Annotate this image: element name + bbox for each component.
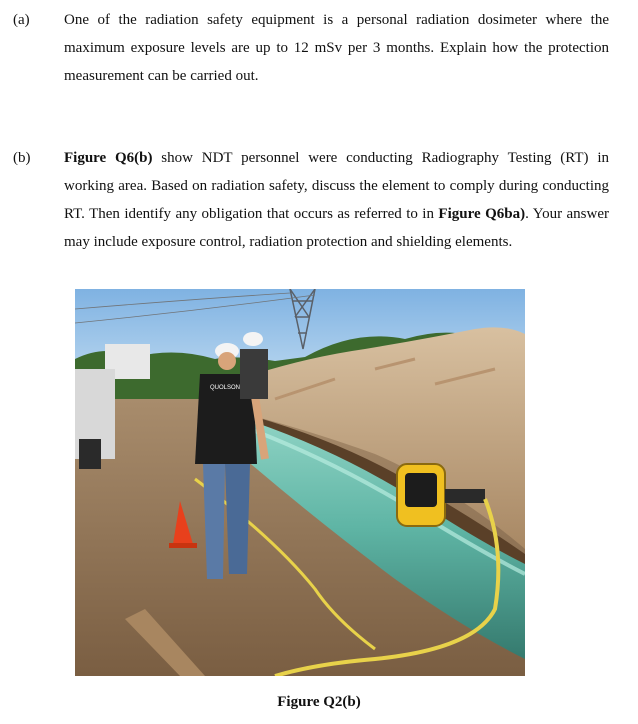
figure-caption: Figure Q2(b) bbox=[277, 694, 361, 710]
question-a-text: One of the radiation safety equipment is a personal radiation dosimeter where the maximum exposure levels are up to 12 mSv per 3 months. Explain how the protection measurement can be carried out. bbox=[64, 12, 609, 84]
question-b-text bbox=[64, 144, 609, 256]
question-a-label: (a) bbox=[13, 12, 30, 28]
question-b-label: (b) bbox=[13, 150, 31, 166]
figure-reference-2: Figure Q6ba) bbox=[438, 206, 526, 222]
shirt-logo: QUOLSON bbox=[209, 385, 241, 391]
question-b-text-end: . Your answer may include exposure control, radiation protection and shielding elements. bbox=[64, 206, 609, 250]
radiography-site-photo bbox=[75, 289, 525, 676]
figure-reference: Figure Q6(b) bbox=[64, 150, 153, 166]
question-b-text-part: show NDT personnel were conducting Radiography Testing (RT) in working area. Based on radiation safety, discuss the element to comply during conducting RT. Then identify any obligation that occurs as referred to in bbox=[64, 150, 610, 222]
